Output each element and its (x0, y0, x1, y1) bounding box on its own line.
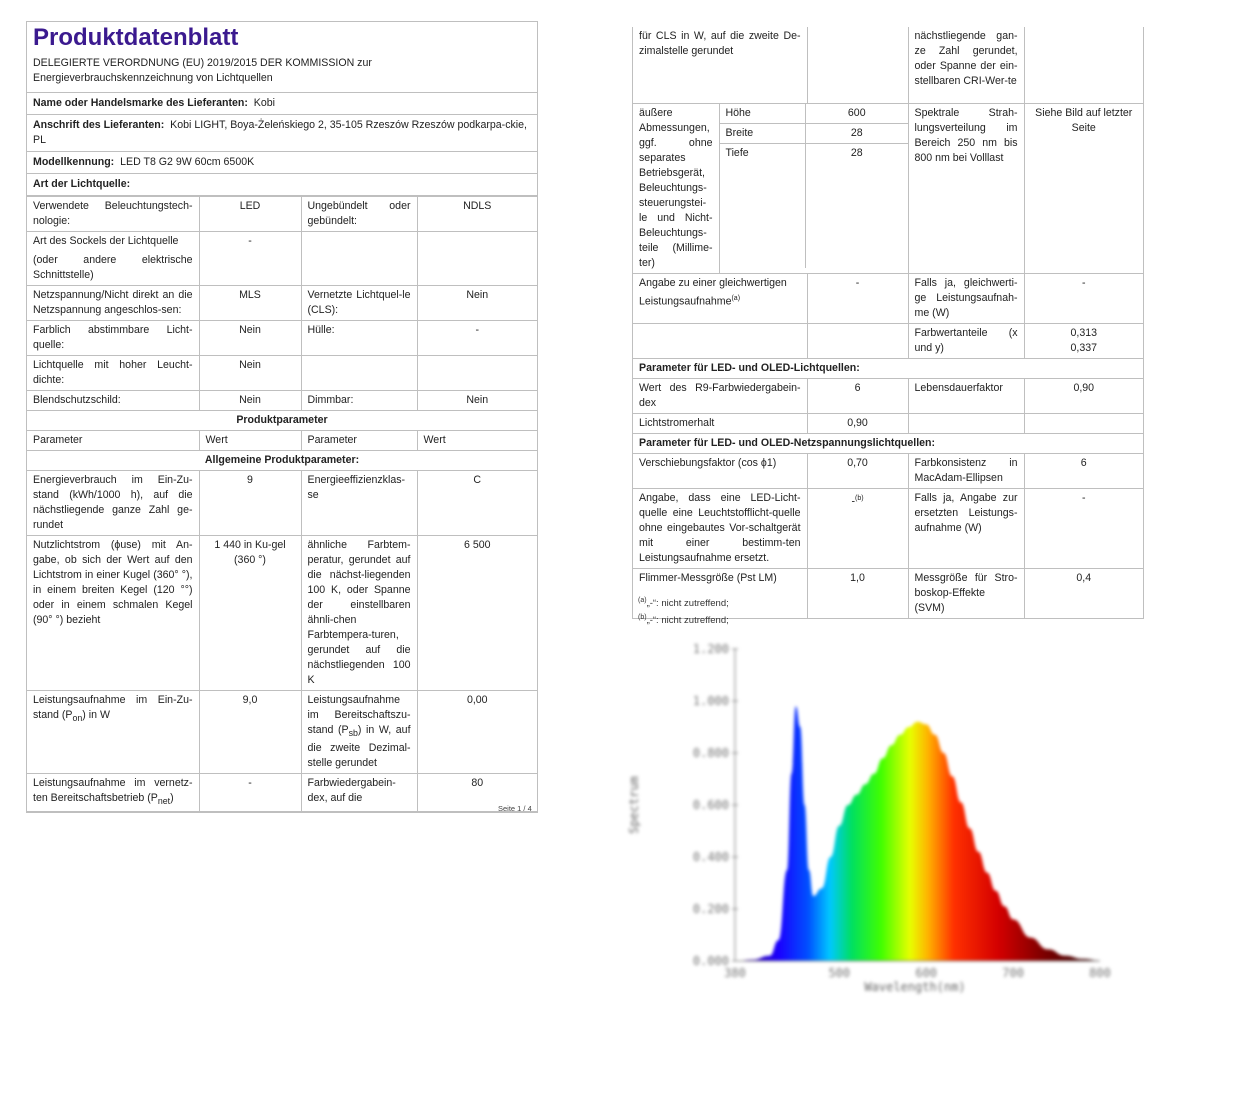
cell-label: Farblich abstimmbare Licht-quelle: (27, 321, 199, 356)
product-params-heading: Produktparameter (27, 411, 537, 431)
table-row (27, 691, 537, 774)
cell-label: Energieverbrauch im Ein-Zu-stand (kWh/1000 h), auf die nächstliegende ganze Zahl ge-rundet (27, 471, 199, 536)
cell-value (807, 488, 908, 568)
cell-label: Blendschutzschild: (27, 391, 199, 411)
model-row (27, 152, 537, 174)
x-axis-label: Wavelength(nm) (864, 980, 966, 994)
y-axis-label: Spectrum (627, 776, 641, 834)
x-tick-label: 500 (828, 966, 851, 980)
table-row (633, 453, 1143, 488)
column-header: Parameter (301, 431, 417, 451)
cell-value: MLS (199, 286, 301, 321)
cell-label: Nutzlichtstrom (ϕuse) mit An-gabe, ob sich der Wert auf den Lichtstrom in einer Kugel (360° °), in einem breiten Kegel (120 °°) oder in einem schmalen Kegel (90° °) bezieht (27, 536, 199, 691)
column-header: Parameter (27, 431, 199, 451)
cell-empty (301, 356, 417, 391)
table-row (27, 286, 537, 321)
section-header-row (633, 358, 1143, 378)
cell-label-line: Art des Sockels der Lichtquelle (33, 235, 179, 247)
cell-label: Farbwertanteile (x und y) (908, 323, 1024, 358)
text-sub: net (157, 796, 171, 807)
section-header-row (27, 451, 537, 471)
cell-value: Nein (417, 391, 537, 411)
cell-empty (1024, 413, 1143, 433)
general-params-heading: Allgemeine Produktparameter: (27, 451, 537, 471)
cell-value: - (1024, 488, 1143, 568)
text-part: ) in W (82, 709, 110, 721)
chromaticity-x: 0,313 (1070, 326, 1098, 339)
cell-empty (908, 413, 1024, 433)
cell-value: - (417, 321, 537, 356)
cell-value: Nein (199, 321, 301, 356)
table-row (633, 378, 1143, 413)
text-part: - (851, 495, 855, 508)
spectrum-area (735, 706, 1100, 961)
cell-label: Flimmer-Messgröße (Pst LM) (633, 568, 807, 618)
mains-led-params-heading: Parameter für LED- und OLED-Netzspannungslichtquellen: (633, 433, 1143, 453)
cell-label-line: (oder andere elektrische Schnittstelle) (33, 254, 193, 281)
x-axis-ticks (724, 966, 1111, 980)
cell-value: Siehe Bild auf letzter Seite (1024, 103, 1143, 273)
plot-area (735, 649, 1100, 961)
cell-label: Falls ja, Angabe zur ersetzten Leistungs-aufnahme (W) (908, 488, 1024, 568)
table-row (633, 568, 1143, 618)
text-part: Leistungsaufnahme im Ein-Zu-stand (P (33, 694, 193, 721)
model-label: Modellkennung: (33, 156, 115, 168)
text-part: Leistungsaufnahme im vernetz-ten Bereitschaftsbetrieb (P (33, 777, 193, 805)
column-header: Wert (199, 431, 301, 451)
cell-value: - (199, 774, 301, 812)
cell-value: LED (199, 197, 301, 232)
table-row (27, 471, 537, 536)
cell-empty (417, 232, 537, 286)
cell-empty (1024, 27, 1143, 103)
cell-label: für CLS in W, auf die zweite De-zimalstelle gerundet (633, 27, 807, 103)
y-tick-label: 0.000 (692, 954, 729, 968)
cell-value: 6 500 (417, 536, 537, 691)
cell-empty (417, 356, 537, 391)
cell-value: NDLS (417, 197, 537, 232)
dimension-row (720, 123, 908, 143)
cell-label: Netzspannung/Nicht direkt an die Netzspannung angeschlos-sen: (27, 286, 199, 321)
cell-label: Falls ja, gleichwerti-ge Leistungsaufnah-me (W) (908, 273, 1024, 323)
table-row (27, 321, 537, 356)
table-row (27, 391, 537, 411)
y-tick-label: 0.200 (692, 902, 729, 916)
supplier-address-value: Kobi LIGHT, Boya-Żeleńskiego 2, 35-105 Rzeszów Rzeszów podkarpa-ckie, PL (33, 119, 527, 146)
column-header: Wert (417, 431, 537, 451)
cell-label (301, 691, 417, 774)
cell-label: Wert des R9-Farbwiedergabein-dex (633, 378, 807, 413)
dimension-label: Höhe (720, 104, 806, 124)
cell-label: Angabe, dass eine LED-Licht-quelle eine Leuchtstofflicht-quelle ohne eingebautes Vor-schaltgerät mit einer bestimm-ten Leistungsaufnahme ersetzt. (633, 488, 807, 568)
cell-value: 1 440 in Ku-gel (360 °) (199, 536, 301, 691)
cell-value: 9 (199, 471, 301, 536)
cell-label (27, 774, 199, 812)
cell-empty (301, 232, 417, 286)
cell-label (27, 691, 199, 774)
column-header-row (27, 431, 537, 451)
cell-value: 0,90 (1024, 378, 1143, 413)
table-row (633, 273, 1143, 323)
datasheet-page-2 (632, 27, 1144, 619)
cell-label: Energieeffizienzklas-se (301, 471, 417, 536)
section-header-row (27, 411, 537, 431)
page-title: Produktdatenblatt (33, 24, 239, 51)
table-row (27, 197, 537, 232)
table-row (633, 323, 1143, 358)
cell-value: - (199, 232, 301, 286)
y-tick-label: 0.600 (692, 798, 729, 812)
footnote-text: „-“: nicht zutreffend; (646, 598, 729, 610)
cell-label: Farbwiedergabein-dex, auf die (301, 774, 417, 812)
model-value: LED T8 G2 9W 60cm 6500K (120, 156, 255, 168)
table-row (27, 232, 537, 286)
cell-value: 1,0 (807, 568, 908, 618)
text-part: ) in W, auf die zweite Dezimal-stelle gerundet (307, 724, 411, 770)
cell-value (1024, 323, 1143, 358)
cell-value: 0,4 (1024, 568, 1143, 618)
table-row (633, 103, 1143, 273)
text-part: Angabe zu einer gleichwertigen Leistungsaufnahme (639, 276, 787, 308)
cell-value: 0,00 (417, 691, 537, 774)
light-source-table (27, 196, 537, 812)
footnote-marker: (a) (638, 597, 647, 604)
chromaticity-y: 0,337 (1070, 341, 1098, 354)
y-tick-label: 0.800 (692, 746, 729, 760)
dimension-label: Tiefe (720, 143, 806, 268)
cell-label (27, 232, 199, 286)
y-tick-label: 1.200 (692, 642, 729, 656)
x-tick-label: 800 (1089, 966, 1111, 980)
dimension-row (720, 143, 908, 268)
footnote-text: „-“: nicht zutreffend; (646, 615, 729, 627)
x-tick-label: 700 (1002, 966, 1024, 980)
cell-value: - (807, 273, 908, 323)
cell-label: Verwendete Beleuchtungstech-nologie: (27, 197, 199, 232)
parameters-table (633, 27, 1143, 618)
cell-empty (633, 323, 807, 358)
cell-value: 6 (1024, 453, 1143, 488)
footnote-b (638, 614, 729, 626)
cell-empty (807, 323, 908, 358)
dimension-value: 600 (806, 104, 908, 124)
led-params-heading: Parameter für LED- und OLED-Lichtquellen: (633, 358, 1143, 378)
dimension-value: 28 (806, 123, 908, 143)
cell-label: Lebensdauerfaktor (908, 378, 1024, 413)
supplier-name-row (27, 93, 537, 115)
table-row (633, 488, 1143, 568)
cell-label: Farbkonsistenz in MacAdam-Ellipsen (908, 453, 1024, 488)
cell-label: äußere Abmessungen, ggf. ohne separates Betriebsgerät, Beleuchtungs-steuerungstei-le und Nicht-Beleuchtungs-teile (Millime-ter) (633, 103, 719, 273)
cell-value: C (417, 471, 537, 536)
footnote-ref: (b) (855, 494, 864, 502)
cell-value: 9,0 (199, 691, 301, 774)
footnote-ref: (a) (731, 294, 741, 302)
cell-label: Dimmbar: (301, 391, 417, 411)
table-row (27, 356, 537, 391)
supplier-name-value: Kobi (253, 97, 275, 109)
text-sub: sb (348, 728, 358, 739)
table-row (633, 27, 1143, 103)
x-tick-label: 600 (915, 966, 938, 980)
y-tick-label: 1.000 (692, 694, 729, 708)
table-row (27, 774, 537, 812)
cell-label: nächstliegende gan-ze Zahl gerundet, oder Spanne der ein-stellbaren CRI-Wer-te (908, 27, 1024, 103)
cell-label: Verschiebungsfaktor (cos ϕ1) (633, 453, 807, 488)
x-tick-label: 380 (724, 966, 746, 980)
page-number: Seite 1 / 4 (498, 804, 532, 813)
cell-label: Ungebündelt oder gebündelt: (301, 197, 417, 232)
cell-value: 6 (807, 378, 908, 413)
light-source-type-label: Art der Lichtquelle: (27, 174, 537, 196)
spectrum-chart (620, 635, 1120, 1005)
cell-value: 0,70 (807, 453, 908, 488)
cell-value: Nein (417, 286, 537, 321)
cell-label: Spektrale Strah-lungsverteilung im Bereich 250 nm bis 800 nm bei Volllast (908, 103, 1024, 273)
cell-label (633, 273, 807, 323)
dimension-row (720, 104, 908, 124)
cell-value: Nein (199, 356, 301, 391)
cell-label: Lichtstromerhalt (633, 413, 807, 433)
footnote-a (638, 597, 729, 609)
y-axis-ticks (693, 642, 738, 968)
cell-label: Hülle: (301, 321, 417, 356)
section-header-row (633, 433, 1143, 453)
cell-value: 0,90 (807, 413, 908, 433)
cell-label: ähnliche Farbtem-peratur, gerundet auf die nächst-liegenden 100 K, oder Spanne der einstellbaren ähnli-chen Farbtempera-turen, gerundet auf die nächstliegenden 100 K (301, 536, 417, 691)
cell-empty (807, 27, 908, 103)
cell-label: Messgröße für Stro-boskop-Effekte (SVM) (908, 568, 1024, 618)
text-sub: on (72, 713, 83, 724)
supplier-address-label: Anschrift des Lieferanten: (33, 119, 165, 131)
text-part: ) (170, 792, 174, 805)
regulation-text: DELEGIERTE VERORDNUNG (EU) 2019/2015 DER KOMMISSION zur Energieverbrauchskennzeichnung von Lichtquellen (27, 56, 537, 93)
y-tick-label: 0.400 (692, 850, 729, 864)
table-row (27, 536, 537, 691)
cell-label: Lichtquelle mit hoher Leucht-dichte: (27, 356, 199, 391)
text-part: Leistungsaufnahme im Bereitschaftszu-stand (P (307, 694, 411, 736)
supplier-name-label: Name oder Handelsmarke des Lieferanten: (33, 97, 248, 109)
footnote-marker: (b) (638, 614, 647, 621)
cell-value: 80 (417, 774, 537, 812)
cell-value: - (1024, 273, 1143, 323)
cell-value: Nein (199, 391, 301, 411)
cell-label: Vernetzte Lichtquel-le (CLS): (301, 286, 417, 321)
table-row (633, 413, 1143, 433)
dimensions-cell (719, 103, 908, 273)
datasheet-page-1 (26, 21, 538, 813)
dimensions-table (720, 104, 908, 268)
dimension-label: Breite (720, 123, 806, 143)
supplier-address-row (27, 115, 537, 152)
dimension-value: 28 (806, 143, 908, 268)
